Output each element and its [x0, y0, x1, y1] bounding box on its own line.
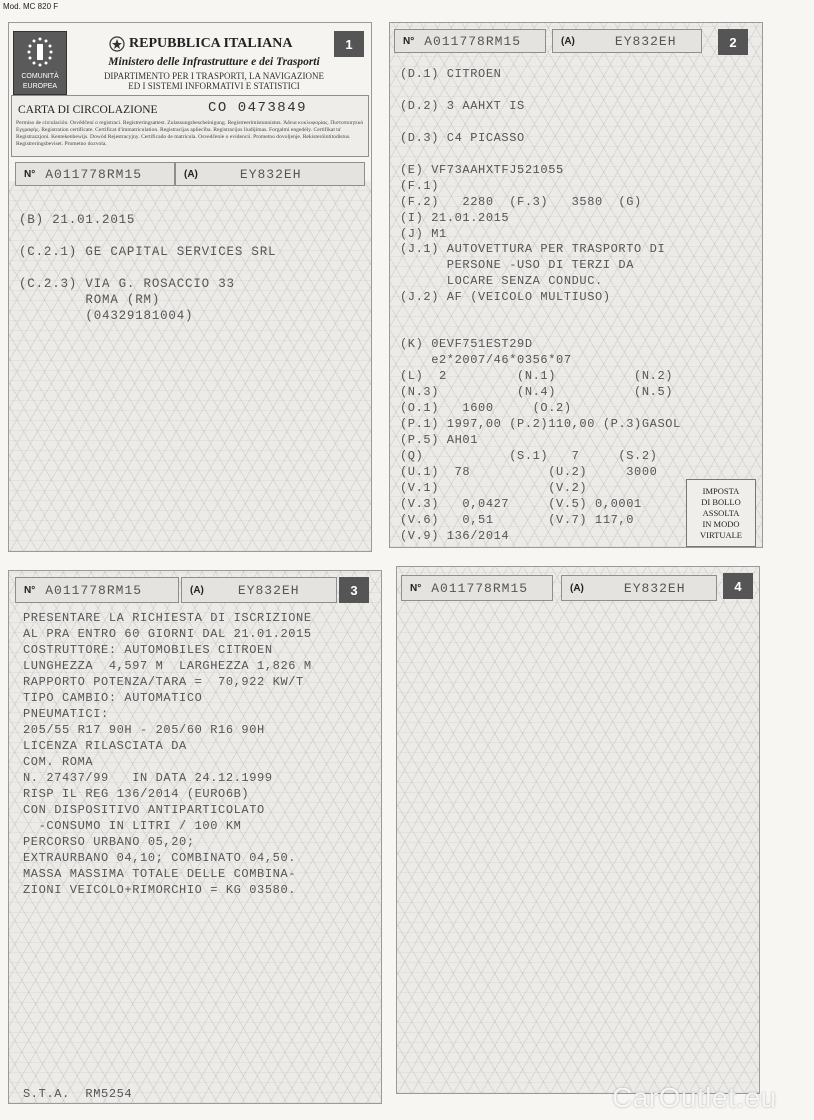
panel-2-line: (V.9) 136/2014	[400, 529, 510, 543]
panel-3-line: AL PRA ENTRO 60 GIORNI DAL 21.01.2015	[23, 627, 312, 641]
panel-2-line: (D.1) CITROEN	[400, 67, 502, 81]
panel-3-footer: S.T.A. RM5254	[23, 1087, 133, 1101]
doc-title: CARTA DI CIRCOLAZIONE	[18, 104, 158, 116]
panel-1-n-box	[15, 162, 175, 186]
n-value: A011778RM15	[45, 582, 143, 598]
panel-4	[396, 566, 760, 1094]
stamp-line: DI BOLLO	[701, 496, 741, 507]
stamp-box	[686, 479, 756, 547]
panel-2-line: e2*2007/46*0356*07	[400, 353, 572, 367]
panel-2-line: (D.3) C4 PICASSO	[400, 131, 525, 145]
n-label: N°	[403, 35, 415, 47]
a-label: (A)	[184, 168, 198, 180]
panel-2-line: (J) M1	[400, 227, 447, 241]
panel-1-line: ROMA (RM)	[19, 293, 161, 307]
n-label: N°	[24, 168, 36, 180]
panel-2-line: (J.2) AF (VEICOLO MULTIUSO)	[400, 290, 611, 304]
panel-2-line: (V.6) 0,51 (V.7) 117,0	[400, 513, 635, 527]
panel-2-line: (F.2) 2280 (F.3) 3580 (G)	[400, 195, 642, 209]
doc-title-box	[11, 95, 369, 157]
watermark: CarOutlet.eu	[612, 1082, 777, 1113]
panel-2-line: (F.1)	[400, 179, 440, 193]
stamp-line: IN MODO	[702, 518, 740, 529]
panel-2-line: (Q) (S.1) 7 (S.2)	[400, 449, 658, 463]
panel-4-number: 4	[723, 573, 753, 599]
department-line-2: ED I SISTEMI INFORMATIVI E STATISTICI	[128, 81, 300, 91]
eu-flag	[13, 31, 67, 95]
panel-1-a-box	[175, 162, 365, 186]
a-value: EY832EH	[239, 166, 302, 182]
panel-3-line: -CONSUMO IN LITRI / 100 KM	[23, 819, 242, 833]
eu-stars-icon	[14, 34, 66, 70]
panel-2-line: (E) VF73AAHXTFJ521055	[400, 163, 564, 177]
n-label: N°	[410, 582, 422, 594]
n-value: A011778RM15	[431, 580, 529, 596]
panel-2-line: (I) 21.01.2015	[400, 211, 510, 225]
department-line-1: DIPARTIMENTO PER I TRASPORTI, LA NAVIGAZIONE	[103, 71, 325, 81]
panel-1-line: (C.2.3) VIA G. ROSACCIO 33	[19, 277, 235, 291]
n-value: A011778RM15	[424, 33, 522, 49]
ministry-title: Ministero delle Infrastrutture e dei Trasporti	[108, 56, 320, 68]
n-label: N°	[24, 584, 36, 596]
panel-3-line: N. 27437/99 IN DATA 24.12.1999	[23, 771, 273, 785]
panel-4-n-box	[401, 575, 553, 601]
panel-3-line: COSTRUTTORE: AUTOMOBILES CITROEN	[23, 643, 273, 657]
a-value: EY832EH	[614, 33, 677, 49]
panel-2	[389, 22, 763, 548]
panel-3-line: LICENZA RILASCIATA DA	[23, 739, 187, 753]
panel-2-line: (V.1) (V.2)	[400, 481, 588, 495]
panel-3-number: 3	[339, 577, 369, 603]
panel-2-line: (N.3) (N.4) (N.5)	[400, 385, 674, 399]
panel-2-line: (U.1) 78 (U.2) 3000	[400, 465, 658, 479]
form-code: Mod. MC 820 F	[3, 2, 59, 11]
panel-2-line: (K) 0EVF751EST29D	[400, 337, 533, 351]
panel-2-line: (D.2) 3 AAHXT IS	[400, 99, 525, 113]
panel-1-line: (B) 21.01.2015	[19, 213, 136, 227]
panel-1	[8, 22, 372, 552]
eu-label-1: COMUNITÀ	[21, 73, 59, 80]
eu-label-2: EUROPEA	[22, 83, 58, 90]
panel-2-number: 2	[718, 29, 748, 55]
multilang-text: Permiso de circulación. Osvědčení o registraci. Registreringsattest. Zulassungsbescheinigung. Registreerimistunnistus. Άδεια κυκλοφορίας. Πιστοποιητικό Εγγραφής. Registration certificate. Certificat d'immatriculation. Registracijas apliecība. Registracijos liudijimas. Forgalmi engedély. Certifikat ta' Registrazzjoni. Kentekenbewijs. Dowód Rejestracyjny. Certificado de matrícula. Osvedčenie o evidencii. Prometno dovoljenje. Rekisteröintitodistus. Registreringsbeviset. Prometno dozvola.	[16, 120, 364, 147]
panel-3-line: PNEUMATICI:	[23, 707, 109, 721]
panel-3-line: RAPPORTO POTENZA/TARA = 70,922 KW/T	[23, 675, 304, 689]
panel-2-line: (O.1) 1600 (O.2)	[400, 401, 572, 415]
panel-3-line: PERCORSO URBANO 05,20;	[23, 835, 195, 849]
panel-2-line: (P.5) AH01	[400, 433, 479, 447]
panel-1-number: 1	[334, 31, 364, 57]
panel-2-n-box	[394, 29, 546, 53]
panel-1-line: (C.2.1) GE CAPITAL SERVICES SRL	[19, 245, 277, 259]
panel-3-line: LUNGHEZZA 4,597 M LARGHEZZA 1,826 M	[23, 659, 312, 673]
panel-3-line: EXTRAURBANO 04,10; COMBINATO 04,50.	[23, 851, 297, 865]
panel-2-line: PERSONE -USO DI TERZI DA	[400, 258, 635, 272]
stamp-line: IMPOSTA	[702, 485, 740, 496]
panel-2-line: (L) 2 (N.1) (N.2)	[400, 369, 674, 383]
a-value: EY832EH	[237, 582, 300, 598]
a-label: (A)	[570, 582, 584, 594]
a-value: EY832EH	[623, 580, 686, 596]
a-label: (A)	[561, 35, 575, 47]
stamp-line: VIRTUALE	[700, 529, 742, 540]
panel-3-line: CON DISPOSITIVO ANTIPARTICOLATO	[23, 803, 265, 817]
panel-2-line: (J.1) AUTOVETTURA PER TRASPORTO DI	[400, 242, 666, 256]
panel-2-line: (V.3) 0,0427 (V.5) 0,0001	[400, 497, 642, 511]
panel-1-line: (04329181004)	[19, 309, 194, 323]
panel-3-line: RISP IL REG 136/2014 (EURO6B)	[23, 787, 250, 801]
panel-2-line: LOCARE SENZA CONDUC.	[400, 274, 603, 288]
republic-emblem-icon	[109, 36, 125, 52]
panel-3-n-box	[15, 577, 179, 603]
a-label: (A)	[190, 584, 204, 596]
panel-3-line: MASSA MASSIMA TOTALE DELLE COMBINA-	[23, 867, 297, 881]
panel-3-line: PRESENTARE LA RICHIESTA DI ISCRIZIONE	[23, 611, 312, 625]
panel-2-a-box	[552, 29, 702, 53]
panel-3-line: COM. ROMA	[23, 755, 94, 769]
panel-3-a-box	[181, 577, 337, 603]
panel-3-line: TIPO CAMBIO: AUTOMATICO	[23, 691, 203, 705]
doc-number: CO 0473849	[208, 100, 308, 116]
panel-3-line: ZIONI VEICOLO+RIMORCHIO = KG 03580.	[23, 883, 297, 897]
panel-3	[8, 570, 382, 1104]
panel-4-a-box	[561, 575, 717, 601]
stamp-line: ASSOLTA	[702, 507, 740, 518]
panel-3-line: 205/55 R17 90H - 205/60 R16 90H	[23, 723, 265, 737]
republic-title: REPUBBLICA ITALIANA	[129, 36, 293, 51]
n-value: A011778RM15	[45, 166, 143, 182]
panel-2-line: (P.1) 1997,00 (P.2)110,00 (P.3)GASOL	[400, 417, 681, 431]
